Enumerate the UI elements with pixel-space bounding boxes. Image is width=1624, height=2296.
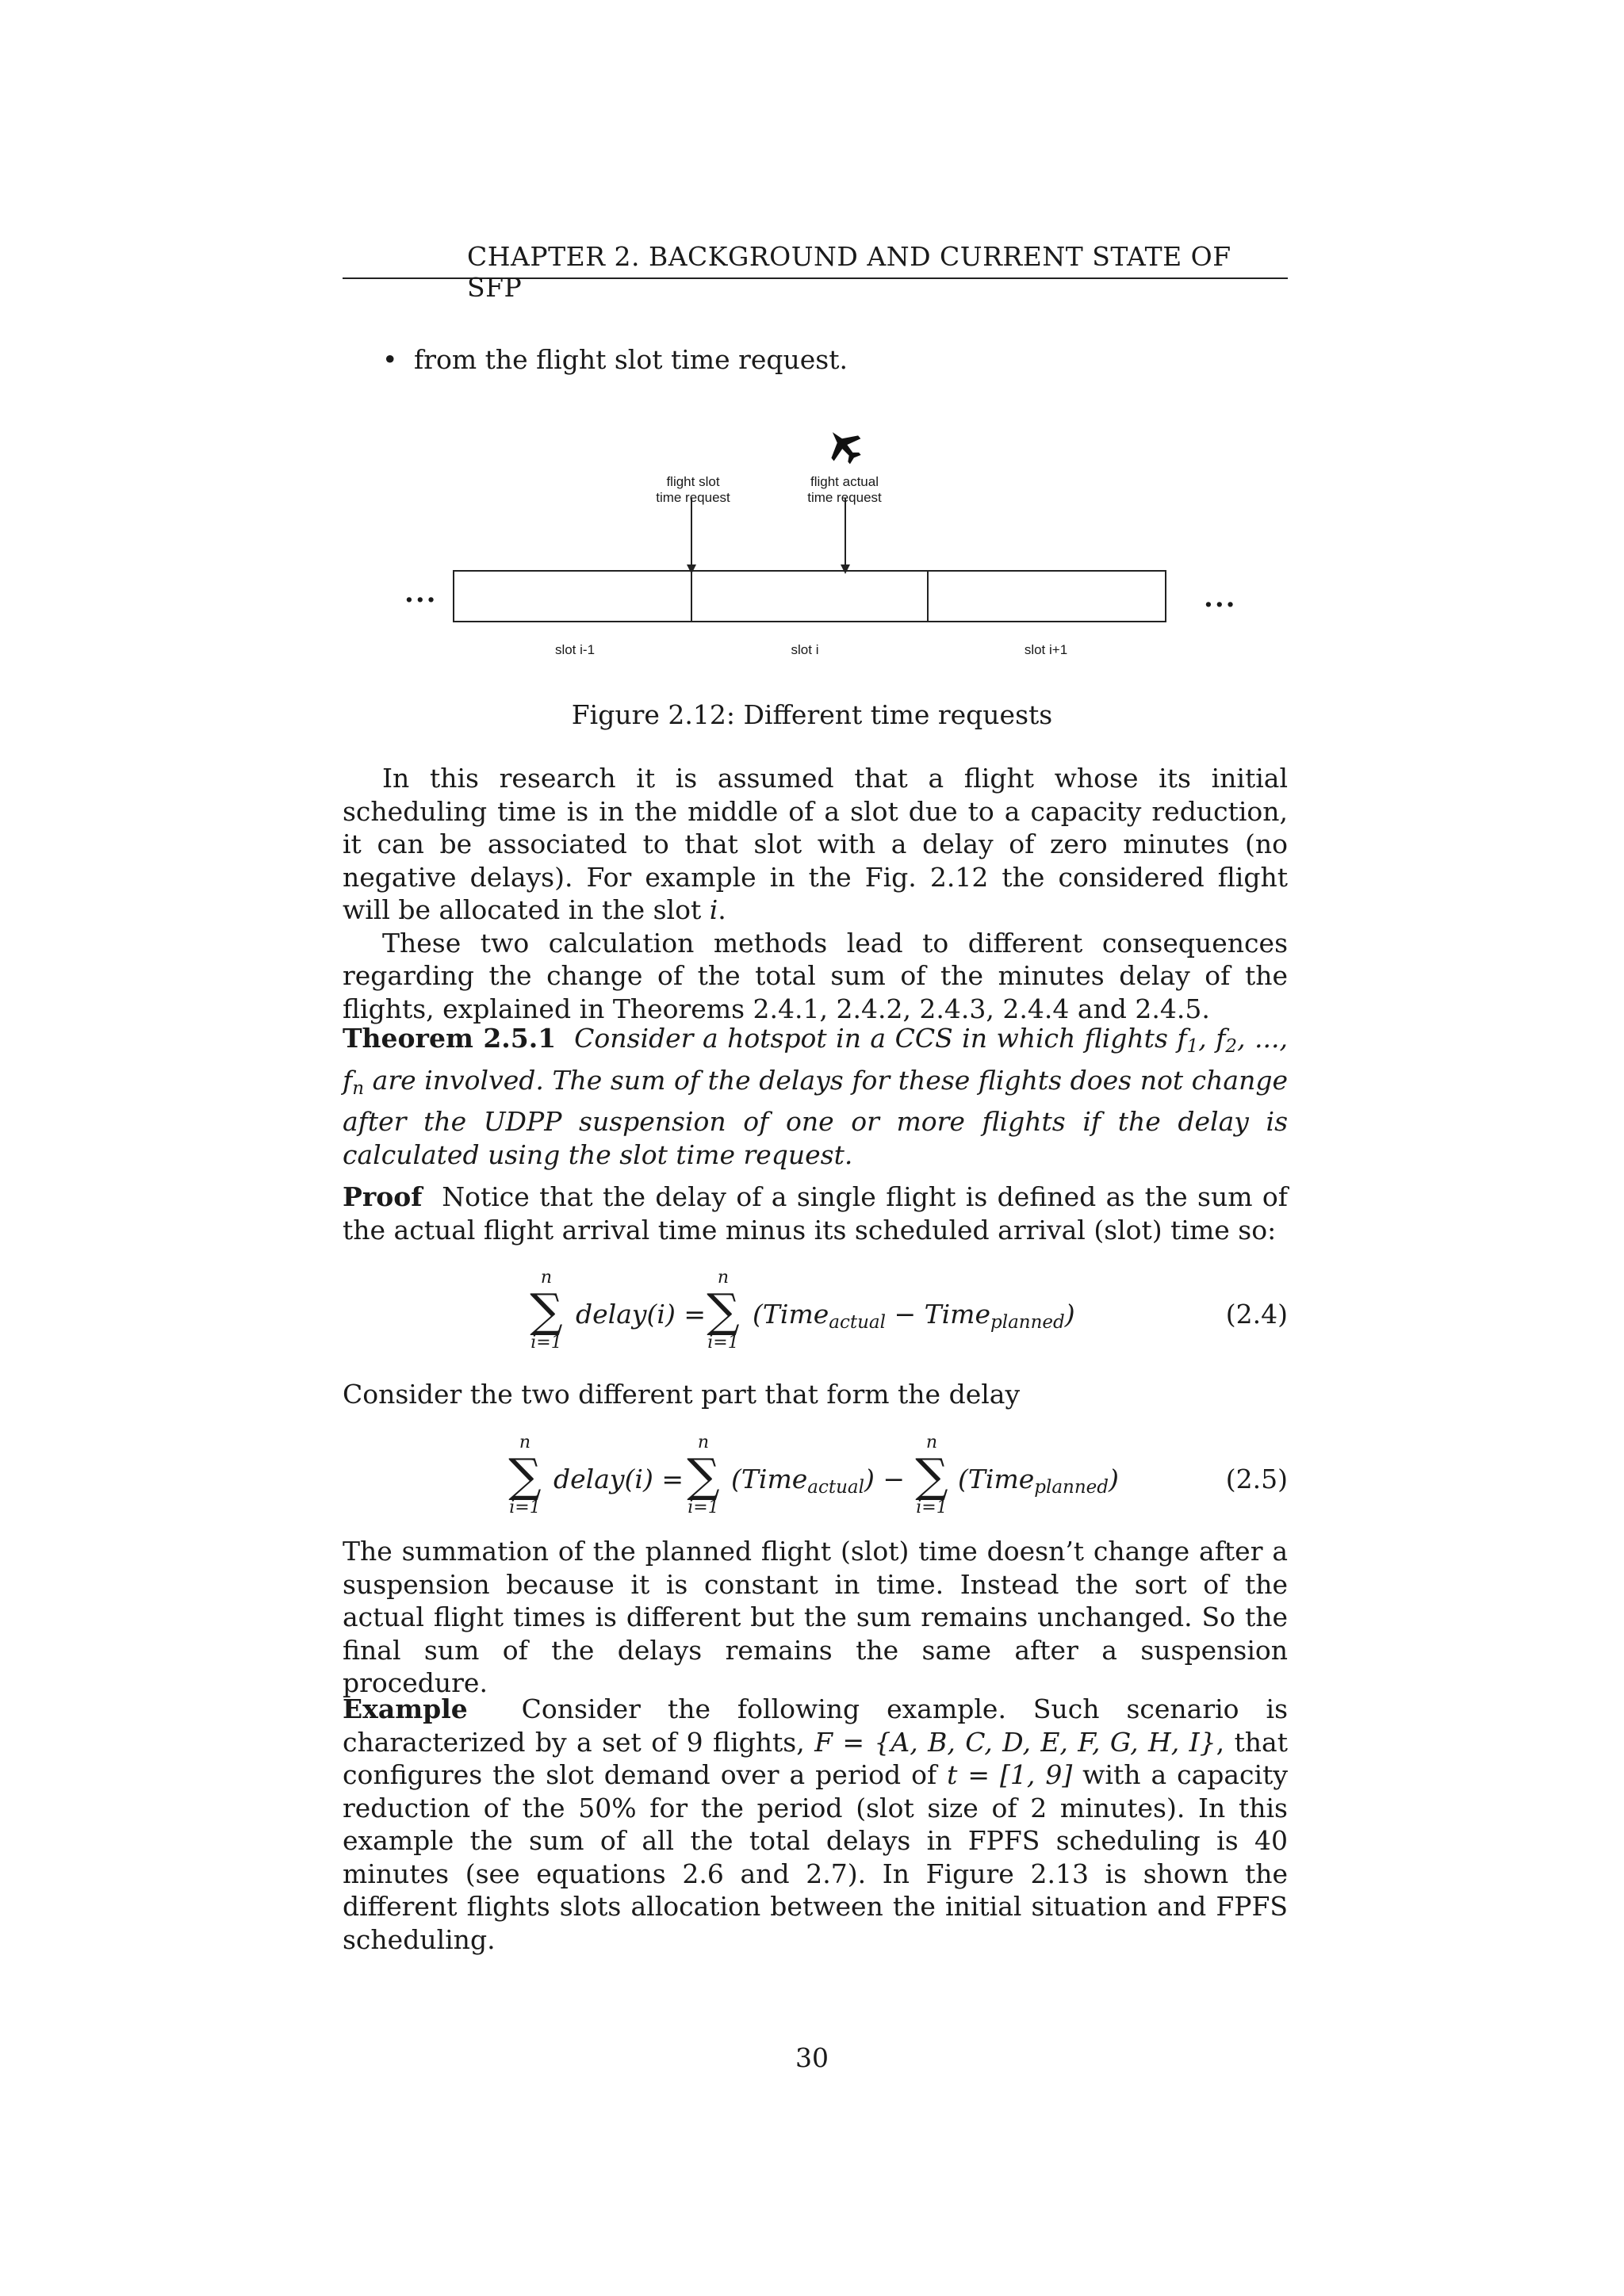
label-flight-actual-request bbox=[785, 474, 904, 506]
eq2-term2: (Time$_{planned}$) bbox=[958, 1464, 1119, 1498]
label-request-line2: time request bbox=[656, 490, 730, 505]
sum-upper: n bbox=[540, 1268, 553, 1288]
para1-var: i bbox=[709, 894, 718, 925]
sum-lhs-eq2 bbox=[505, 1433, 545, 1517]
ellipsis-right: ... bbox=[1204, 582, 1237, 614]
sigma-icon-2: ∑ bbox=[707, 1284, 740, 1337]
label-actual-line1: flight actual bbox=[810, 474, 879, 489]
ellipsis-left: ... bbox=[404, 577, 438, 609]
bullet-item bbox=[382, 344, 848, 375]
theorem-block bbox=[343, 1022, 1288, 1171]
sum-lower-term2: i=1 bbox=[916, 1498, 948, 1517]
example-period: t = [1, 9] bbox=[947, 1759, 1073, 1790]
sum-lower: i=1 bbox=[530, 1333, 562, 1353]
example bbox=[343, 1693, 1288, 1956]
bullet-dot: • bbox=[382, 344, 398, 375]
theorem-body-a: Consider a hotspot in a CCS in which flights bbox=[574, 1023, 1178, 1054]
bullet-text: from the flight slot time request. bbox=[414, 344, 848, 375]
slot-label-next: slot i+1 bbox=[1024, 642, 1068, 657]
eq1-rhs: (Time$_{actual}$ − Time$_{planned}$) bbox=[753, 1299, 1075, 1333]
theorem-body-b: are involved. The sum of the delays for these flights does not change after the UDPP suspension of one or more flights if the delay is calculated using the slot time request. bbox=[343, 1064, 1288, 1170]
body-paragraphs bbox=[343, 762, 1288, 1025]
page-number: 30 bbox=[795, 2042, 829, 2073]
between-text: Consider the two different part that form the delay bbox=[343, 1379, 1021, 1410]
sum-upper-term1: n bbox=[697, 1433, 710, 1452]
example-text-c: with a capacity reduction of the 50% for the period (slot size of 2 minutes). In this example the sum of all the total delays in FPFS scheduling is 40 minutes (see equations 2.6 and 2.7). In Figure 2.13 is shown the different flights slots allocation between the initial situation and FPFS scheduling. bbox=[343, 1759, 1288, 1955]
sigma-icon-4: ∑ bbox=[687, 1448, 720, 1502]
theorem-head: Theorem 2.5.1 bbox=[343, 1023, 557, 1054]
paragraph-2: These two calculation methods lead to different consequences regarding the change of the total sum of the minutes delay of the flights, explained in Theorems 2.4.1, 2.4.2, 2.4.3, 2.4.4 and 2.4.5. bbox=[343, 927, 1288, 1024]
para1-end: . bbox=[718, 894, 726, 925]
para1-text: In this research it is assumed that a flight whose its initial scheduling time is in the middle of a slot due to a capacity reduction, it can be associated to that slot with a delay of zero minutes (no negative delays). For example in the Fig. 2.12 the considered flight will be allocated in the slot bbox=[343, 763, 1288, 925]
figure-diagram bbox=[0, 412, 1624, 674]
equation-2-4 bbox=[343, 1269, 1288, 1364]
example-head: Example bbox=[343, 1693, 468, 1724]
sum-lower-term1: i=1 bbox=[688, 1498, 719, 1517]
paragraph-3: The summation of the planned flight (slot) time doesn’t change after a suspension because it is constant in time. Instead the sort of the actual flight times is different but the sum remains unchanged. So the final sum of the delays remains the same after a suspension procedure. bbox=[343, 1536, 1288, 1698]
example-block bbox=[343, 1693, 1288, 1956]
sigma-icon-3: ∑ bbox=[508, 1448, 542, 1502]
proof bbox=[343, 1181, 1288, 1246]
eq2-number: (2.5) bbox=[1225, 1464, 1288, 1494]
example-text-b: , that configures the slot demand over a period of bbox=[343, 1726, 1288, 1790]
example-set: F = {A, B, C, D, E, F, G, H, I} bbox=[814, 1726, 1216, 1758]
running-header bbox=[343, 239, 1288, 303]
eq2-term1: (Time$_{actual}$) − bbox=[731, 1464, 905, 1498]
sigma-icon: ∑ bbox=[530, 1284, 563, 1337]
label-flight-slot-request bbox=[634, 474, 752, 506]
sum-upper-eq2: n bbox=[519, 1433, 531, 1452]
sum-rhs bbox=[703, 1269, 743, 1353]
theorem bbox=[343, 1022, 1288, 1171]
sum-term1 bbox=[684, 1433, 723, 1517]
label-request-line1: flight slot bbox=[666, 474, 720, 489]
label-actual-line2: time request bbox=[807, 490, 882, 505]
figure-caption: Figure 2.12: Different time requests bbox=[571, 699, 1053, 730]
theorem-flights: $f_1$, $f_2$, ..., $f_n$ bbox=[343, 1023, 1288, 1099]
sigma-icon-5: ∑ bbox=[915, 1448, 948, 1502]
sum-lower-2: i=1 bbox=[707, 1333, 739, 1353]
arrowhead-actual bbox=[841, 564, 850, 574]
running-title: CHAPTER 2. BACKGROUND AND CURRENT STATE OF SFP bbox=[467, 241, 1231, 303]
slot-label-prev: slot i-1 bbox=[554, 642, 596, 657]
example-text-a: Consider the following example. Such scenario is characterized by a set of 9 flights, bbox=[343, 1693, 1288, 1758]
slot-label-cur: slot i bbox=[791, 642, 819, 657]
slot-bar bbox=[454, 571, 1166, 622]
sum-upper-term2: n bbox=[925, 1433, 938, 1452]
eq1-lhs: delay(i) = bbox=[576, 1299, 706, 1330]
figure-slots bbox=[0, 412, 1624, 674]
sum-term2 bbox=[912, 1433, 952, 1517]
equation-2-5 bbox=[343, 1433, 1288, 1529]
sum-lhs bbox=[527, 1269, 566, 1353]
proof-text: Notice that the delay of a single flight is defined as the sum of the actual flight arrival time minus its scheduled arrival (slot) time so: bbox=[343, 1181, 1288, 1246]
sum-upper-2: n bbox=[717, 1268, 730, 1288]
eq2-lhs: delay(i) = bbox=[553, 1464, 684, 1494]
proof-block bbox=[343, 1181, 1288, 1246]
eq1-number: (2.4) bbox=[1225, 1299, 1288, 1330]
sum-lower-eq2: i=1 bbox=[509, 1498, 541, 1517]
airplane-icon bbox=[819, 421, 869, 471]
paragraph-1 bbox=[343, 762, 1288, 927]
proof-head: Proof bbox=[343, 1181, 423, 1212]
